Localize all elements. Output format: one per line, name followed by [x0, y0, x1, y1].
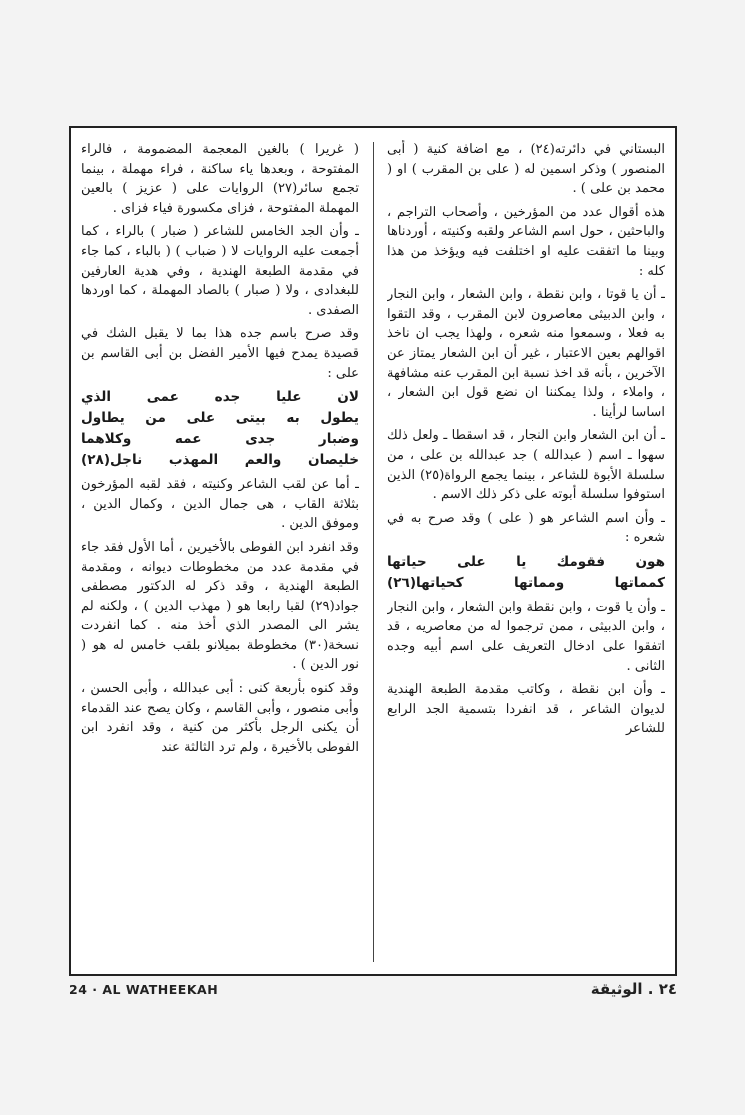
- paragraph: البستاني في دائرته(٢٤) ، مع اضافة كنية ( أبى المنصور ) وذكر اسمين له ( على بن المقرب ) او ( محمد بن على ) .: [387, 142, 665, 197]
- footer-page-label-latin: 24 · AL WATHEEKAH: [69, 982, 219, 997]
- page-frame: [69, 126, 677, 976]
- page-footer: [69, 980, 677, 1004]
- verse-line: لان عليا جده عمى الذي: [81, 389, 359, 406]
- paragraph: وقد كنوه بأربعة كنى : أبى عبدالله ، وأبى الحسن ، وأبى منصور ، وأبى القاسم ، وكان يصح عند القدماء أن يكنى الرجل بأكثر من كنية ، وقد انفرد ابن الفوطى بالأخيرة ، ولم ترد الثالثة عند: [81, 681, 359, 755]
- paragraph: هذه أقوال عدد من المؤرخين ، وأصحاب التراجم ، والباحثين ، حول اسم الشاعر ولقبه وكنيته ، أوردناها وبينا ما اتفقت عليه او اختلفت فيه ويؤخذ من هذا كله :: [387, 204, 665, 279]
- footer-page-label-arabic: ٢٤ . الوثيقة: [590, 980, 677, 998]
- verse-line: يطول به بيتى على من يطاول: [81, 410, 359, 427]
- paragraph: ـ وأن يا قوت ، وابن نقطة وابن الشعار ، وابن النجار ، وابن الدبيثى ، ممن ترجموا له من معاصريه ، قد اتفقوا على ادخال التعريف على اسم أبيه وجده الثانى .: [387, 599, 665, 674]
- right-column: [387, 140, 665, 964]
- paragraph: وقد صرح باسم جده هذا بما لا يقبل الشك في قصيدة يمدح فيها الأمير الفضل بن أبى القاسم بن على :: [81, 326, 359, 381]
- verse-line: خليصان والعم المهذب ناجل(٢٨): [81, 452, 359, 469]
- verse-line: وضبار جدى عمه وكلاهما: [81, 431, 359, 448]
- paragraph: ـ وأن الجد الخامس للشاعر ( ضبار ) بالراء ، كما أجمعت عليه الروايات لا ( ضباب ) ( بالباء ، كما جاء في مقدمة الطبعة الهندية ، وفي هدية العارفين للبغدادى ، ولا ( صبار ) بالصاد المهملة ، كما اوردها الصفدى .: [81, 224, 359, 318]
- column-divider: [373, 142, 374, 962]
- paragraph: ـ وأن اسم الشاعر هو ( على ) وقد صرح به في شعره :: [387, 510, 665, 546]
- verse-line: هون فقومك يا على حياتها: [387, 553, 665, 570]
- paragraph: وقد انفرد ابن الفوطى بالأخيرين ، أما الأول فقد جاء في مقدمة عدد من مخطوطات ديوانه ، ومقدمة الطبعة الهندية ، وقد ذكر له الدكتور مصطفى جواد(٢٩) لقبا رابعا هو ( مهذب الدين ) ، ولكنه لم يشر الى المصدر الذي أخذ منه . كما انفردت نسخة(٣٠) مخطوطة بميلانو بلقب خامس له هو ( نور الدين ) .: [81, 539, 359, 673]
- poem-verse: [387, 552, 665, 594]
- verse-line: كمماتها ومماتها كحياتها(٢٦): [387, 574, 665, 591]
- paragraph: ـ وأن ابن نقطة ، وكاتب مقدمة الطبعة الهندية لديوان الشاعر ، قد انفردا بتسمية الجد الرابع للشاعر: [387, 682, 665, 737]
- paragraph: ـ أن يا قوتا ، وابن نقطة ، وابن الشعار ، وابن النجار ، وابن الدبيثى معاصرون لابن المقرب ، وقد التقوا به فعلا ، وسمعوا منه شعره ، ولهذا يجب ان ناخذ اقوالهم بعين الاعتبار ، غير أن ابن الشعار يمتاز عن الآخرين ، بأنه قد اخذ نسبة ابن المقرب عنه مشافهة ، واملاء ، ولذا يمكننا ان نضع قول ابن الشعار ، اساسا لرأينا .: [387, 287, 665, 420]
- paragraph: ( غريرا ) بالغين المعجمة المضمومة ، فالراء المفتوحة ، وبعدها ياء ساكنة ، فراء مهملة ، بينما تجمع سائر(٢٧) الروايات على ( عزيز ) بالعين المهملة المفتوحة ، فزاى مكسورة فياء فزاى .: [81, 142, 359, 216]
- paragraph: ـ أما عن لقب الشاعر وكنيته ، فقد لقبه المؤرخون بثلاثة القاب ، هى جمال الدين ، وكمال الدين ، وموفق الدين .: [81, 477, 359, 532]
- poem-verse: [81, 387, 359, 471]
- paragraph: ـ أن ابن الشعار وابن النجار ، قد اسقطا ـ ولعل ذلك سهوا ـ اسم ( عبدالله ) جد عبدالله بن على ، من سلسلة الأبوة للشاعر ، بينما يجمع الرواة(٢٥) الذين استوفوا سلسلة أبوته على ذكر ذلك الاسم .: [387, 428, 665, 503]
- left-column: [81, 140, 359, 964]
